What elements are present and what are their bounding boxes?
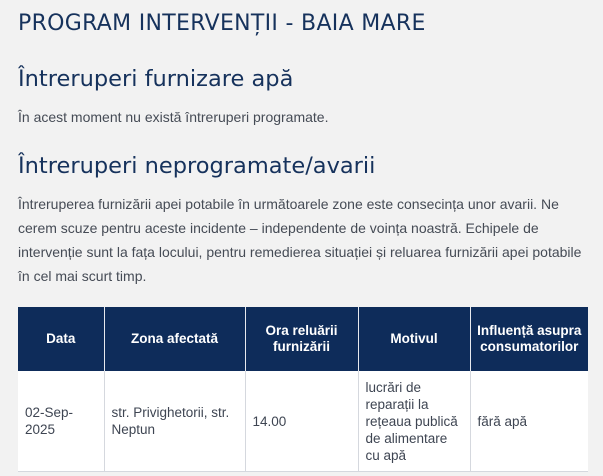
header-time: Ora reluării furnizării — [245, 307, 358, 371]
header-date: Data — [18, 307, 104, 371]
header-impact: Influență asupra consumatorilor — [470, 307, 588, 371]
header-reason: Motivul — [358, 307, 470, 371]
scheduled-text: În acest moment nu există întreruperi programate. — [18, 109, 329, 125]
cell-time: 14.00 — [245, 371, 358, 472]
page-title: PROGRAM INTERVENȚII - BAIA MARE — [18, 11, 426, 36]
cell-impact: fără apă — [470, 371, 588, 472]
scheduled-heading: Întreruperi furnizare apă — [18, 66, 294, 92]
table-header-row — [18, 307, 588, 371]
cell-date: 02-Sep-2025 — [18, 371, 104, 472]
table-row — [18, 371, 588, 472]
interventions-table — [18, 307, 588, 472]
cell-zone: str. Privighetorii, str. Neptun — [104, 371, 245, 472]
header-zone: Zona afectată — [104, 307, 245, 371]
unscheduled-heading: Întreruperi neprogramate/avarii — [18, 153, 376, 179]
unscheduled-text: Întreruperea furnizării apei potabile în următoarele zone este consecința unor avarii. Ne cerem scuze pentru aceste incidente – independente de voința noastră. Echipele de intervenție sunt la fața locului, pentru remedierea situației și reluarea furnizării apei potabile în cel mai scurt timp. — [18, 196, 582, 284]
cell-reason: lucrări de reparații la rețeaua publică de alimentare cu apă — [358, 371, 470, 472]
